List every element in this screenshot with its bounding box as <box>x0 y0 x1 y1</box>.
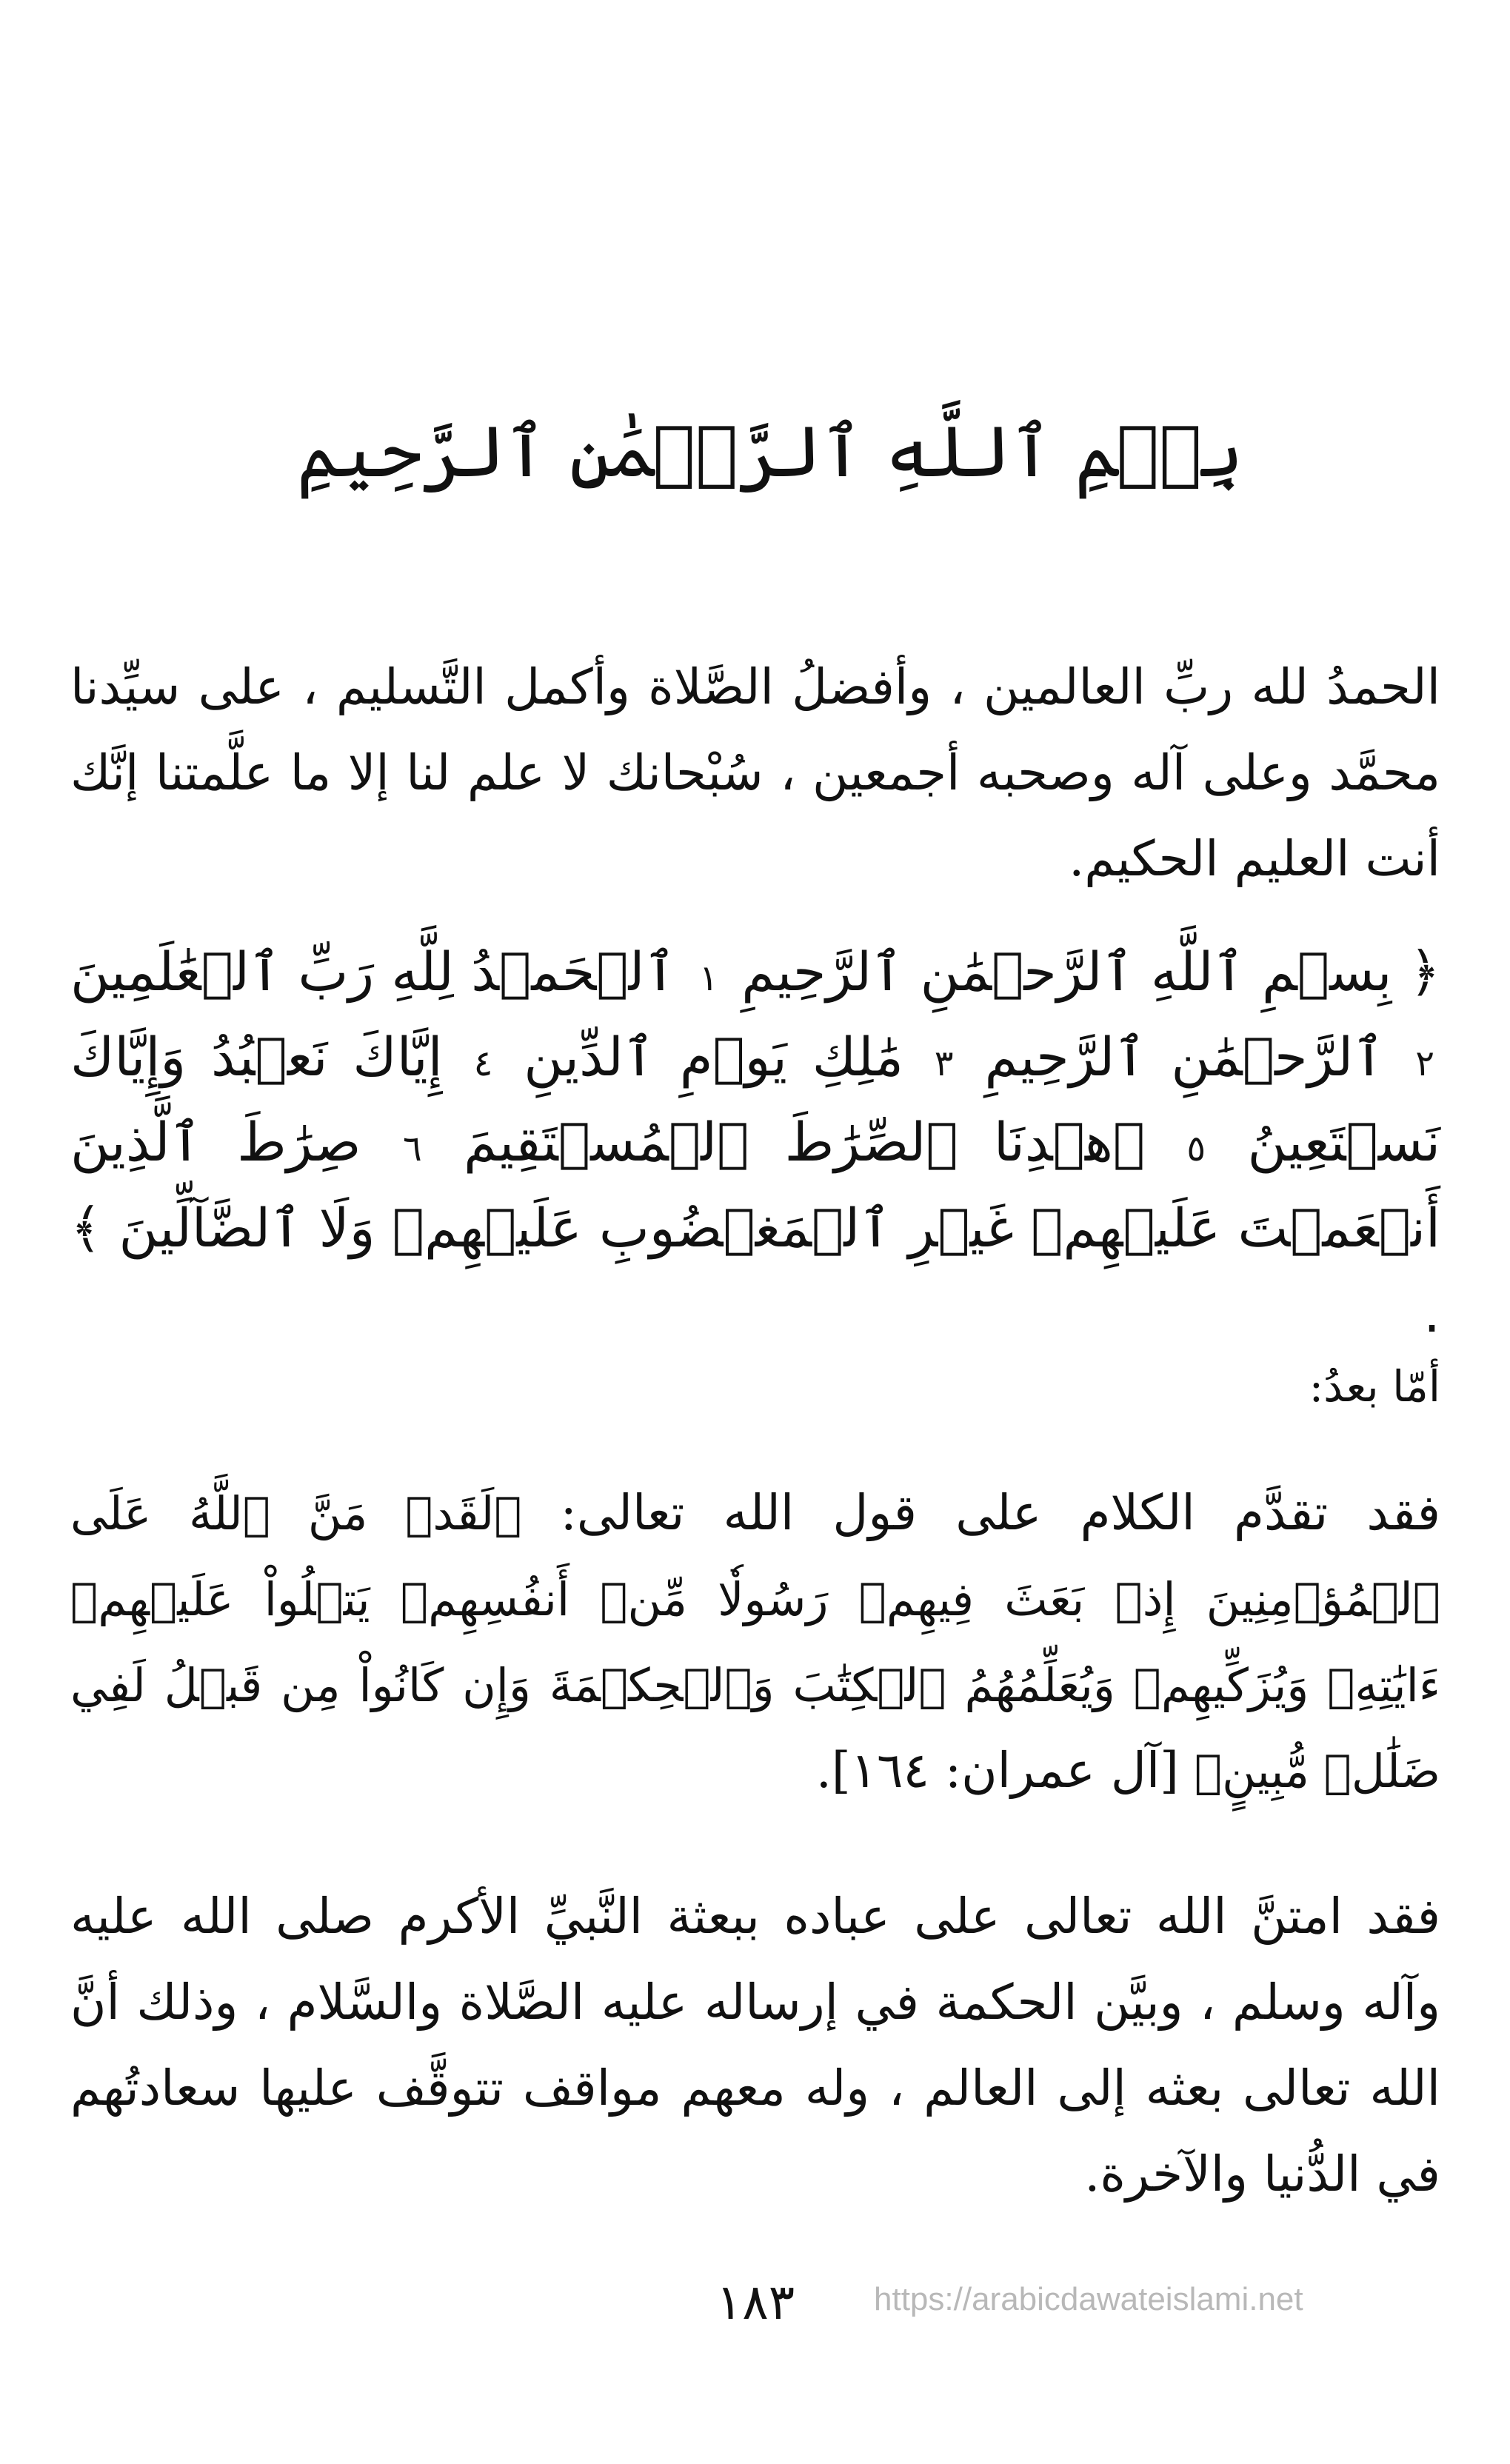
fatiha-verse-2: ٱلۡحَمۡدُ لِلَّهِ رَبِّ ٱلۡعَٰلَمِينَ <box>70 941 676 1003</box>
ayah-number-marker: ٥ <box>1186 1128 1206 1170</box>
intro-paragraph: الحمدُ لله ربِّ العالمين ، وأفضلُ الصَّلاة وأكمل التَّسليم ، على سيِّدنا محمَّد وعلى آله وصحبه أجمعين ، سُبْحانك لا علم لنا إلا ما علَّمتنا إنَّك أنت العليم الحكيم. <box>70 658 1440 888</box>
quote-end-period: . <box>1423 1281 1440 1344</box>
basmala-heading: بِسۡمِ ٱللَّهِ ٱلرَّحۡمَٰنِ ٱلرَّحِيمِ <box>296 410 1244 493</box>
quran-citation-paragraph <box>70 1470 1440 1814</box>
fatiha-verse-3: ٱلرَّحۡمَٰنِ ٱلرَّحِيمِ <box>984 1026 1385 1089</box>
amma-bad-heading: أمّا بعدُ: <box>1309 1361 1440 1412</box>
ayah-number-marker: ١ <box>699 958 718 999</box>
fatiha-verse-5: إِيَّاكَ نَعۡبُدُ وَإِيَّاكَ نَسۡتَعِينُ <box>70 1026 1441 1174</box>
page-number: ١٨٣ <box>715 2274 795 2331</box>
quote-close-bracket: ﴾ <box>70 1196 102 1259</box>
closing-paragraph: فقد امتنَّ الله تعالى على عباده ببعثة النَّبيِّ الأكرم صلى الله عليه وآله وسلم ، وبيَّن الحكمة في إرساله عليه الصَّلاة والسَّلام ، وذلك أنَّ الله تعالى بعثه إلى العالم ، وله معهم مواقف تتوقَّف عليها سعادتُهم في الدُّنيا والآخرة. <box>70 1888 1440 2203</box>
ayah-number-marker: ٢ <box>1415 1043 1435 1085</box>
fatiha-quote <box>70 929 1440 1356</box>
quote-open-bracket: ﴿ <box>1409 941 1440 1003</box>
surah-reference: [آل عمران: ١٦٤]. <box>815 1742 1179 1800</box>
fatiha-verse-7: صِرَٰطَ ٱلَّذِينَ أَنۡعَمۡتَ عَلَيۡهِمۡ غَيۡرِ ٱلۡمَغۡضُوبِ عَلَيۡهِمۡ وَلَا ٱلضَّآلِّينَ <box>70 1111 1441 1259</box>
fatiha-verse-1: بِسۡمِ ٱللَّهِ ٱلرَّحۡمَٰنِ ٱلرَّحِيمِ <box>741 941 1392 1003</box>
ayah-quote: ﴿لَقَدۡ مَنَّ ٱللَّهُ عَلَى ٱلۡمُؤۡمِنِينَ إِذۡ بَعَثَ فِيهِمۡ رَسُولٗا مِّنۡ أَنفُسِهِمۡ يَتۡلُواْ عَلَيۡهِمۡ ءَايَٰتِهِۦ وَيُزَكِّيهِمۡ وَيُعَلِّمُهُمُ ٱلۡكِتَٰبَ وَٱلۡحِكۡمَةَ وَإِن كَانُواْ مِن قَبۡلُ لَفِي ضَلَٰلٖ مُّبِينٍ﴾ <box>70 1486 1440 1799</box>
fatiha-verse-6: ٱهۡدِنَا ٱلصِّرَٰطَ ٱلۡمُسۡتَقِيمَ <box>464 1111 1146 1174</box>
citation-intro: فقد تقدَّم الكلام على قول الله تعالى: <box>560 1484 1440 1541</box>
fatiha-verse-4: مَٰلِكِ يَوۡمِ ٱلدِّينِ <box>524 1026 903 1089</box>
ayah-number-marker: ٤ <box>473 1043 493 1085</box>
watermark-url: https://arabicdawateislami.net <box>874 2281 1303 2317</box>
ayah-number-marker: ٣ <box>934 1043 954 1085</box>
ayah-number-marker: ٦ <box>402 1128 422 1170</box>
